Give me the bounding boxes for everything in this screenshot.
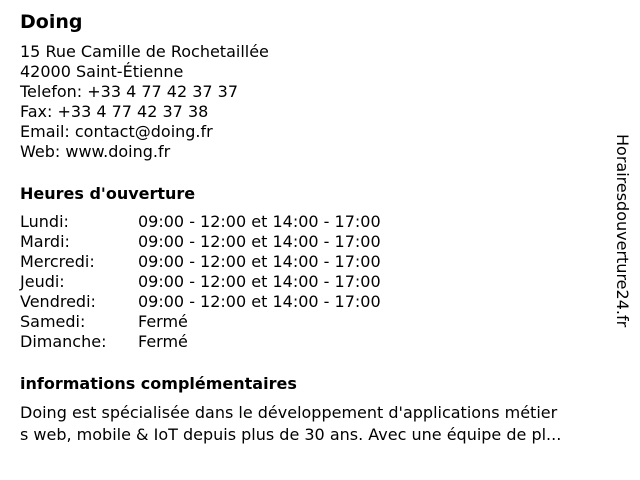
info-heading: informations complémentaires xyxy=(20,374,297,393)
hours-row-sunday xyxy=(20,332,610,352)
hours-table xyxy=(20,212,610,352)
contact-block xyxy=(20,42,610,162)
hours-value: 09:00 - 12:00 et 14:00 - 17:00 xyxy=(138,232,381,251)
business-name: Doing xyxy=(20,11,83,33)
hours-value: 09:00 - 12:00 et 14:00 - 17:00 xyxy=(138,252,381,271)
day-label: Vendredi: xyxy=(20,292,96,311)
info-line-1: Doing est spécialisée dans le développement d'applications métier xyxy=(20,403,558,422)
info-line-2: s web, mobile & IoT depuis plus de 30 ans. Avec une équipe de pl... xyxy=(20,425,562,444)
hours-value: 09:00 - 12:00 et 14:00 - 17:00 xyxy=(138,212,381,231)
day-label: Lundi: xyxy=(20,212,69,231)
business-card xyxy=(20,10,610,446)
email-line: Email: contact@doing.fr xyxy=(20,122,213,141)
address-line-2: 42000 Saint-Étienne xyxy=(20,62,184,81)
web-line: Web: www.doing.fr xyxy=(20,142,171,161)
phone-line: Telefon: +33 4 77 42 37 37 xyxy=(20,82,239,101)
hours-row-tuesday xyxy=(20,232,610,252)
hours-row-saturday xyxy=(20,312,610,332)
hours-heading: Heures d'ouverture xyxy=(20,184,196,203)
hours-row-thursday xyxy=(20,272,610,292)
site-watermark: Horairesdouverture24.fr xyxy=(613,134,632,328)
address-line-1: 15 Rue Camille de Rochetaillée xyxy=(20,42,269,61)
hours-value: Fermé xyxy=(138,312,188,331)
hours-row-friday xyxy=(20,292,610,312)
hours-row-monday xyxy=(20,212,610,232)
hours-value: 09:00 - 12:00 et 14:00 - 17:00 xyxy=(138,272,381,291)
day-label: Mardi: xyxy=(20,232,70,251)
day-label: Samedi: xyxy=(20,312,86,331)
hours-value: Fermé xyxy=(138,332,188,351)
day-label: Jeudi: xyxy=(20,272,65,291)
watermark-container xyxy=(612,134,634,374)
fax-line: Fax: +33 4 77 42 37 38 xyxy=(20,102,209,121)
day-label: Dimanche: xyxy=(20,332,107,351)
info-description xyxy=(20,402,610,446)
hours-value: 09:00 - 12:00 et 14:00 - 17:00 xyxy=(138,292,381,311)
hours-row-wednesday xyxy=(20,252,610,272)
day-label: Mercredi: xyxy=(20,252,95,271)
